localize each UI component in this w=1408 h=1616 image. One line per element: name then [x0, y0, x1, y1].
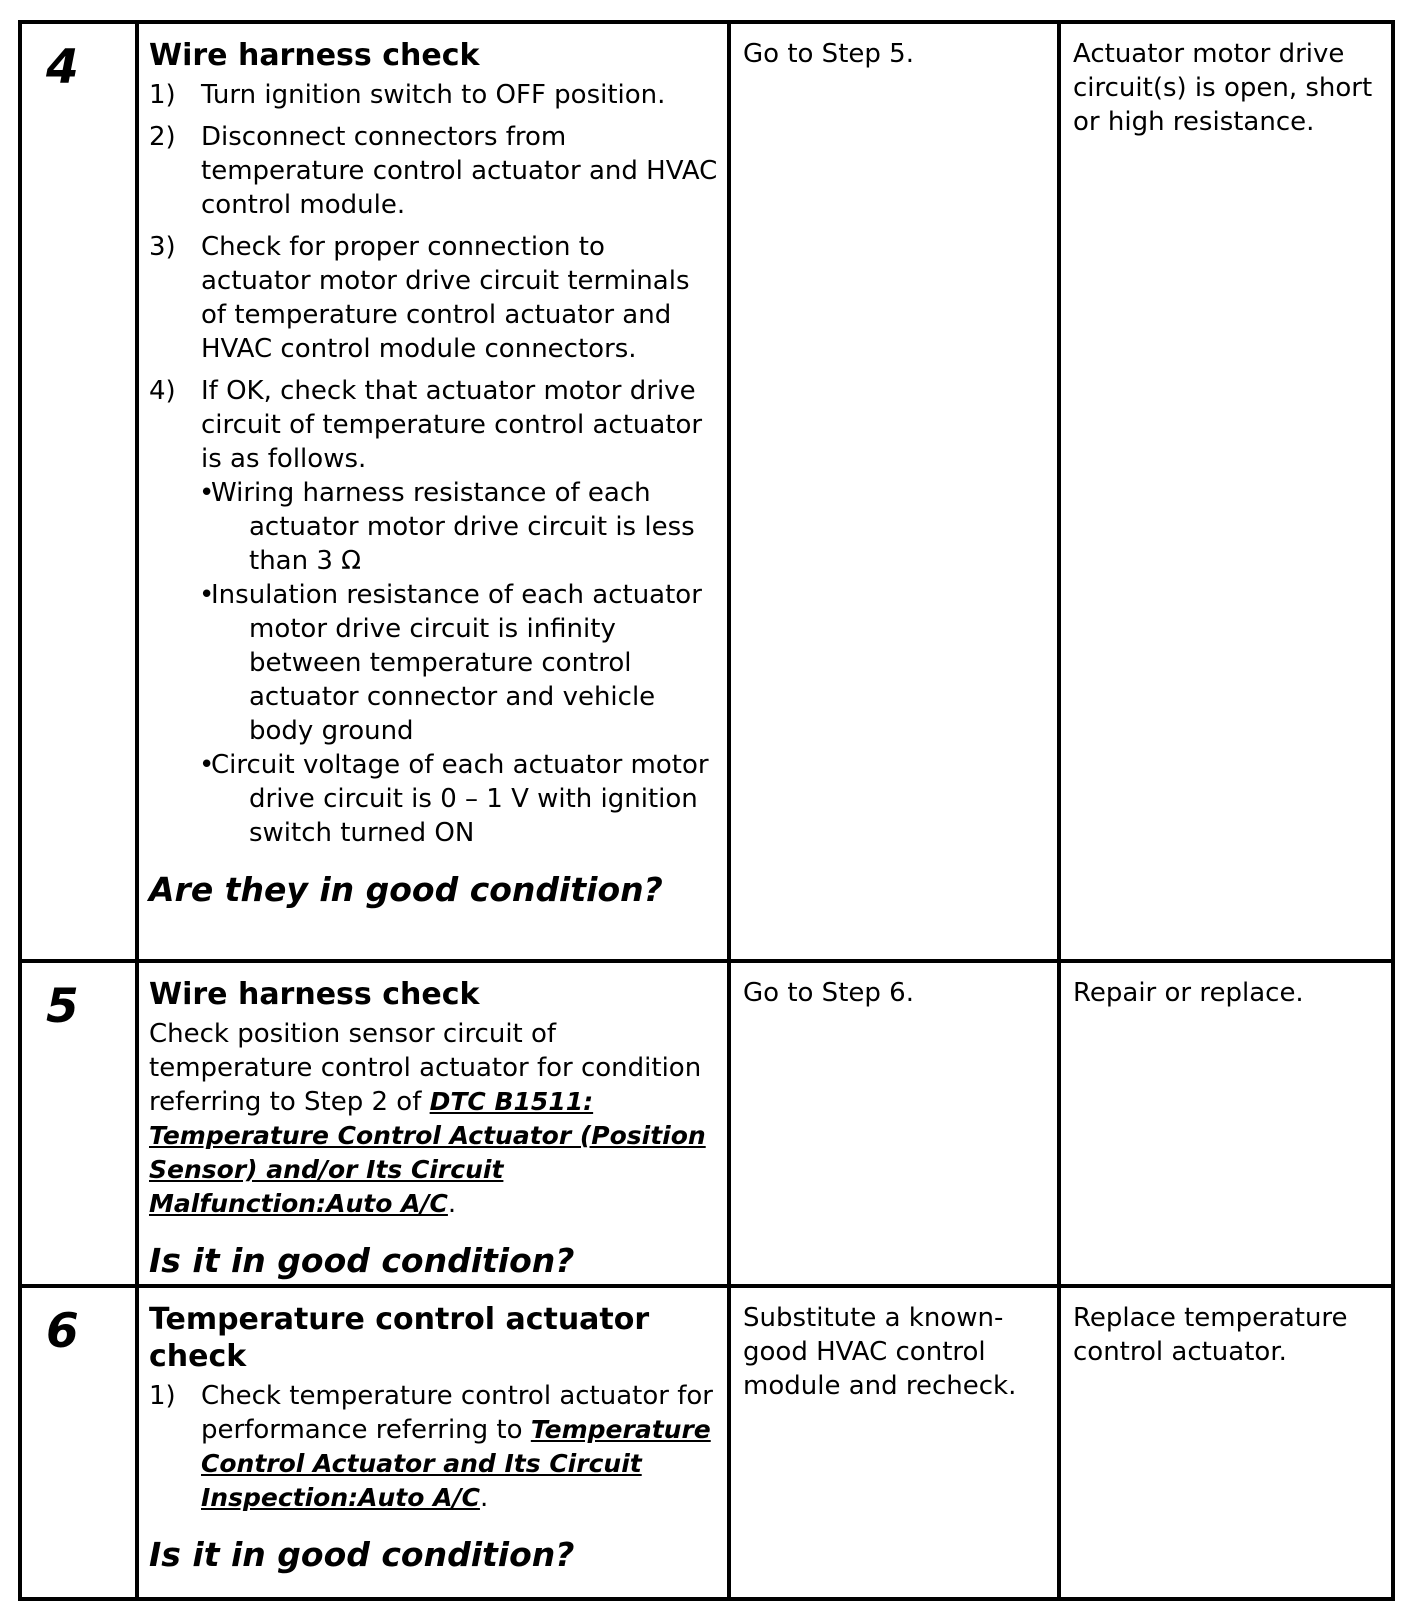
bullet-dot-icon: •	[199, 478, 215, 508]
no-result: Replace temperature control actuator.	[1073, 1303, 1348, 1367]
list-item	[149, 120, 721, 222]
step-number-cell	[20, 961, 137, 1286]
step-question: Are they in good condition?	[149, 870, 663, 909]
bullet-dot-icon: •	[199, 580, 215, 610]
step-number: 5	[46, 979, 79, 1034]
reference-link[interactable]: Temperature Control Actuator and Its Circuit Inspection:Auto A/C	[201, 1415, 711, 1512]
step-title: Wire harness check	[149, 38, 480, 73]
yes-result: Substitute a known-good HVAC control module and recheck.	[743, 1303, 1017, 1401]
list-item	[149, 374, 721, 476]
reference-link[interactable]: DTC B1511: Temperature Control Actuator (Position Sensor) and/or Its Circuit Malfunction:Auto A/C	[149, 1087, 706, 1218]
no-result: Actuator motor drive circuit(s) is open, short or high resistance.	[1073, 39, 1373, 137]
step-no-cell	[1059, 961, 1393, 1286]
no-result: Repair or replace.	[1073, 978, 1304, 1008]
step-question: Is it in good condition?	[149, 1241, 575, 1280]
step-action-cell	[137, 1286, 729, 1599]
step-row	[20, 961, 1393, 1286]
step-action-cell	[137, 961, 729, 1286]
bullet-item	[149, 748, 721, 850]
item-number: 3)	[149, 232, 176, 262]
list-item	[149, 1379, 721, 1515]
item-number: 4)	[149, 376, 176, 406]
step-number: 6	[46, 1304, 79, 1359]
step-title: Temperature control actuator check	[149, 1302, 650, 1374]
bullet-dot-icon: •	[199, 750, 215, 780]
item-text: Check temperature control actuator for performance referring to	[201, 1381, 713, 1445]
step-row	[20, 22, 1393, 961]
bullet-text: Wiring harness resistance of each	[211, 478, 651, 508]
step-body-text: Check position sensor circuit of temperature control actuator for condition referring to Step 2 of	[149, 1019, 702, 1117]
bullet-text-continued: actuator motor drive circuit is infinity between temperature control actuator connector and vehicle body ground	[249, 580, 702, 746]
step-row	[20, 1286, 1393, 1599]
bullet-list	[149, 476, 721, 850]
item-content	[201, 1379, 721, 1515]
diagnostic-steps-table	[18, 20, 1395, 1601]
step-yes-cell	[729, 961, 1059, 1286]
yes-result: Go to Step 6.	[743, 978, 914, 1008]
yes-result: Go to Step 5.	[743, 39, 914, 69]
step-number-cell	[20, 22, 137, 961]
item-text: Turn ignition switch to OFF position.	[201, 80, 666, 110]
bullet-text-continued: actuator motor drive circuit is less than 3 Ω	[249, 512, 695, 576]
step-question: Is it in good condition?	[149, 1535, 575, 1574]
step-number: 4	[46, 40, 79, 95]
item-text: If OK, check that actuator motor drive circuit of temperature control actuator is as follows.	[201, 376, 703, 474]
item-number: 1)	[149, 80, 176, 110]
period: .	[479, 1483, 489, 1513]
bullet-text: Circuit voltage of each actuator	[211, 750, 623, 780]
step-title: Wire harness check	[149, 977, 480, 1012]
bullet-text-continued: motor drive circuit is 0 – 1 V with ignition switch turned ON	[249, 750, 709, 848]
step-body	[149, 1017, 721, 1221]
step-no-cell	[1059, 22, 1393, 961]
list-item	[149, 78, 721, 112]
item-text: Check for proper connection to actuator motor drive circuit terminals of temperature control actuator and HVAC control module connectors.	[201, 232, 690, 364]
step-no-cell	[1059, 1286, 1393, 1599]
period: .	[447, 1189, 457, 1219]
step-action-cell	[137, 22, 729, 961]
step-yes-cell	[729, 22, 1059, 961]
bullet-item	[149, 578, 721, 748]
item-number: 1)	[149, 1381, 176, 1411]
list-item	[149, 230, 721, 366]
bullet-item	[149, 476, 721, 578]
item-number: 2)	[149, 122, 176, 152]
item-text: Disconnect connectors from temperature control actuator and HVAC control module.	[201, 122, 718, 220]
step-number-cell	[20, 1286, 137, 1599]
bullet-text: Insulation resistance of each	[211, 580, 585, 610]
step-yes-cell	[729, 1286, 1059, 1599]
